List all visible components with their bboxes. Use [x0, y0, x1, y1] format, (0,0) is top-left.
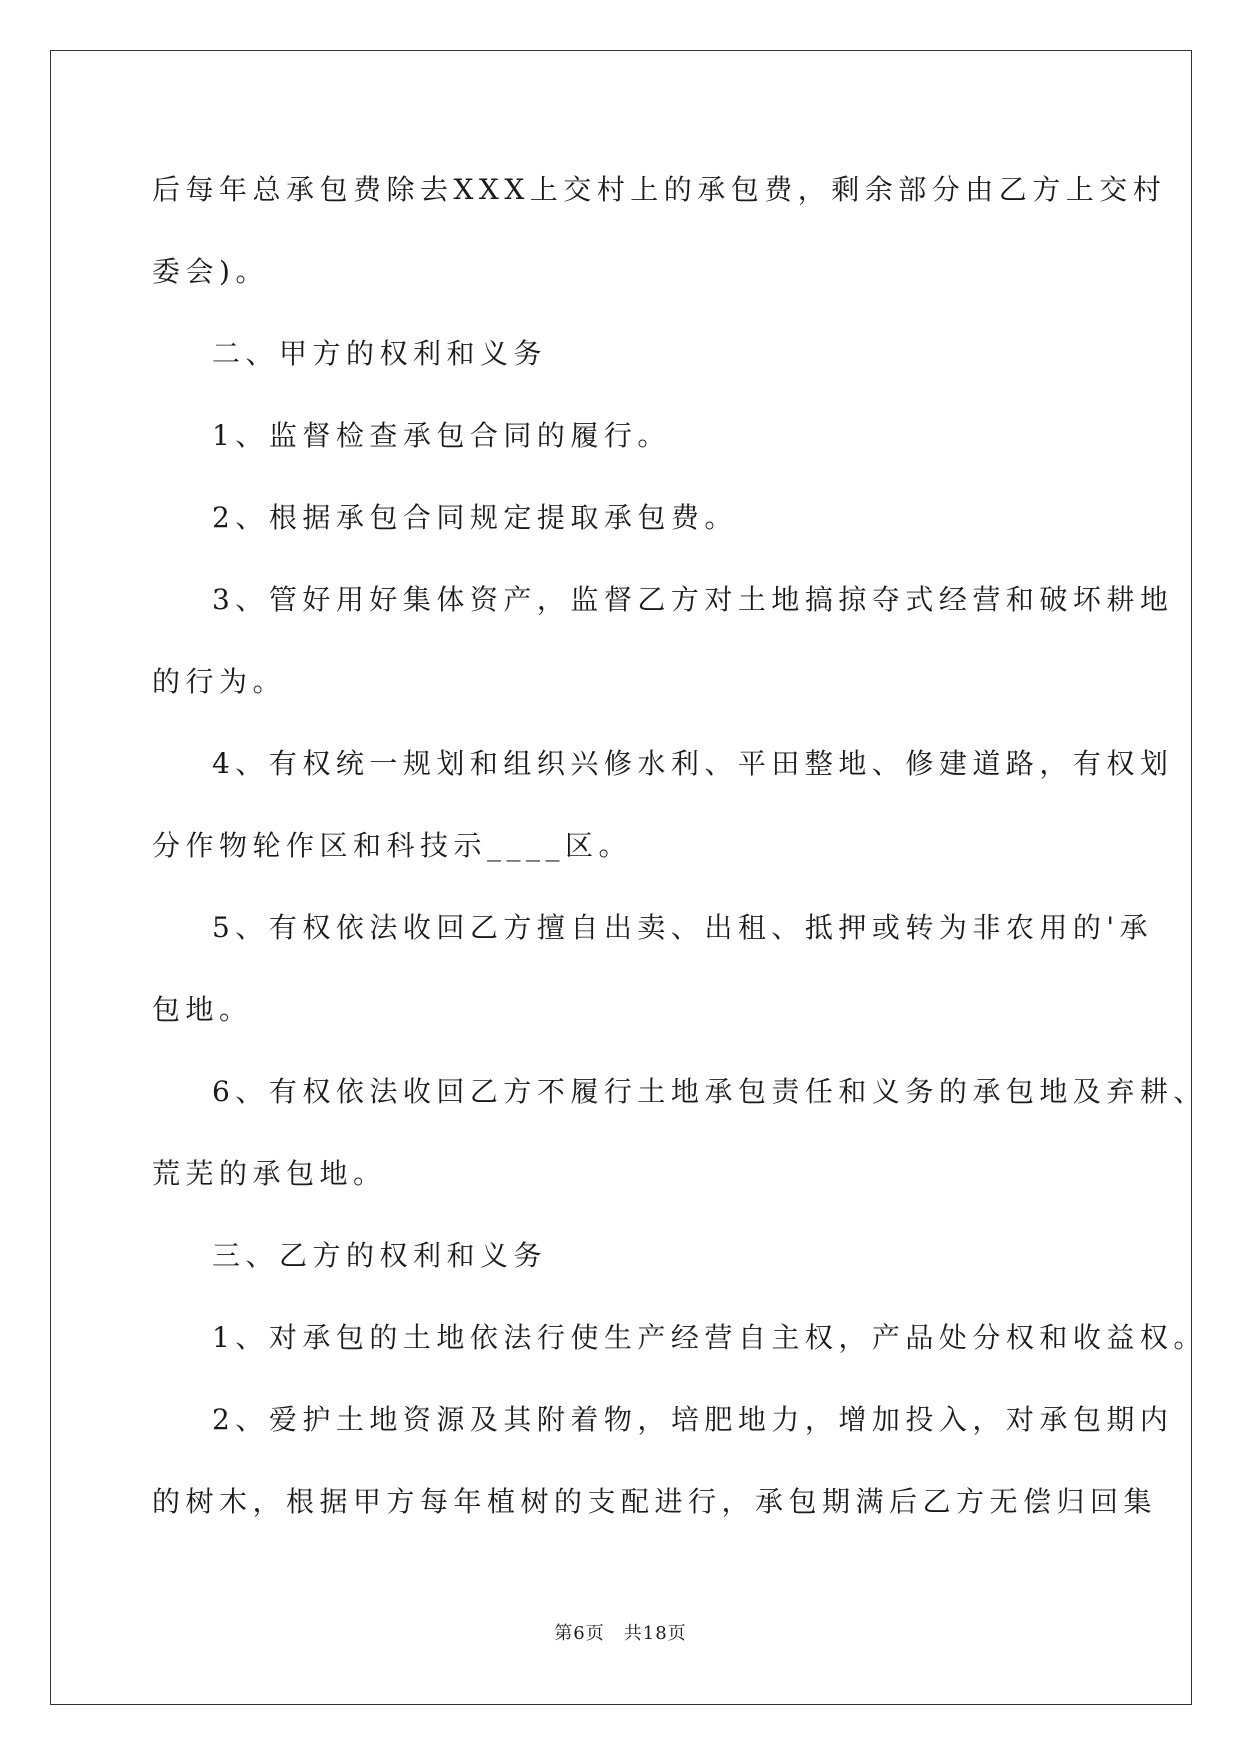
- list-item: 1、对承包的土地依法行使生产经营自主权，产品处分权和收益权。: [212, 1321, 1207, 1354]
- list-item: 4、有权统一规划和组织兴修水利、平田整地、修建道路，有权划: [212, 747, 1174, 780]
- page-border: [50, 50, 1192, 1705]
- list-item: 3、管好用好集体资产，监督乙方对土地搞掠夺式经营和破坏耕地: [212, 583, 1174, 616]
- section-heading: 三、乙方的权利和义务: [212, 1239, 548, 1272]
- body-text-line: 包地。: [152, 993, 253, 1026]
- list-item: 6、有权依法收回乙方不履行土地承包责任和义务的承包地及弃耕、: [212, 1075, 1207, 1108]
- body-text-line: 分作物轮作区和科技示____区。: [152, 829, 633, 862]
- list-item: 2、爱护土地资源及其附着物，培肥地力，增加投入，对承包期内: [212, 1403, 1174, 1436]
- section-heading: 二、甲方的权利和义务: [212, 337, 548, 370]
- body-text-line: 荒芜的承包地。: [152, 1157, 387, 1190]
- list-item: 1、监督检查承包合同的履行。: [212, 419, 671, 452]
- list-item: 2、根据承包合同规定提取承包费。: [212, 501, 738, 534]
- list-item: 5、有权依法收回乙方擅自出卖、出租、抵押或转为非农用的'承: [212, 911, 1154, 944]
- body-text-line: 后每年总承包费除去XXX上交村上的承包费，剩余部分由乙方上交村: [152, 173, 1167, 206]
- body-text-line: 的树木，根据甲方每年植树的支配进行，承包期满后乙方无偿归回集: [152, 1485, 1158, 1518]
- body-text-line: 的行为。: [152, 665, 287, 698]
- page-number-footer: 第6页 共18页: [554, 1623, 687, 1644]
- body-text-line: 委会)。: [152, 255, 269, 288]
